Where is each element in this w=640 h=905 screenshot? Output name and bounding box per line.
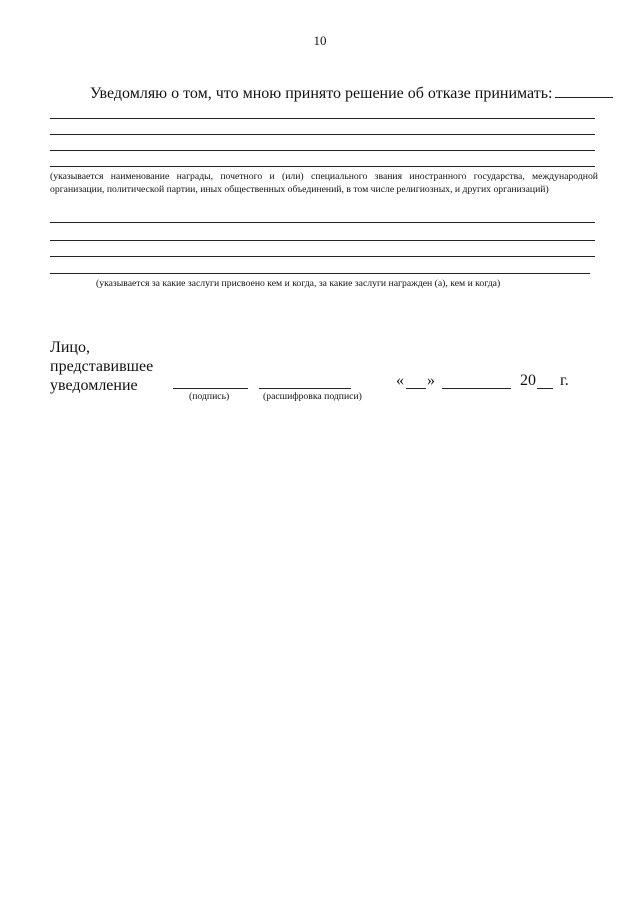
- fill-line: [50, 273, 590, 274]
- signer-label-line3: уведомление: [50, 377, 138, 394]
- date-year-blank: [537, 388, 553, 389]
- transcript-caption: (расшифровка подписи): [263, 391, 362, 402]
- signature-caption: (подпись): [189, 391, 230, 402]
- transcript-line: [259, 388, 351, 389]
- merit-note: (указывается за какие заслуги присвоено кем и когда, за какие заслуги награжден (а), кем и когда): [96, 278, 501, 289]
- date-quote-open: «: [396, 372, 404, 389]
- signer-label-line1: Лицо,: [50, 339, 90, 356]
- fill-line: [50, 256, 595, 257]
- signature-line: [173, 388, 248, 389]
- signer-label-line2: представившее: [50, 358, 154, 375]
- intro-text: Уведомляю о том, что мною принято решение об отказе принимать:: [90, 85, 553, 102]
- fill-line: [50, 166, 595, 167]
- date-quote-close: »: [427, 372, 435, 389]
- intro-text-line: [90, 85, 613, 103]
- fill-line: [50, 134, 595, 135]
- award-note: (указывается наименование награды, почетного и (или) специального звания иностранного государства, международной организации, политической партии, иных общественных объединений, в том числе религиозных, и других организаций): [50, 171, 598, 195]
- intro-blank: [555, 85, 613, 98]
- signer-label: [50, 338, 153, 395]
- date-year-prefix: 20: [520, 372, 536, 389]
- date-year-suffix: г.: [560, 372, 569, 389]
- date-day-blank: [406, 388, 426, 389]
- fill-line: [50, 118, 595, 119]
- fill-line: [50, 240, 595, 241]
- page-number: 10: [313, 33, 327, 48]
- date-month-blank: [442, 388, 511, 389]
- fill-line: [50, 222, 595, 223]
- fill-line: [50, 150, 595, 151]
